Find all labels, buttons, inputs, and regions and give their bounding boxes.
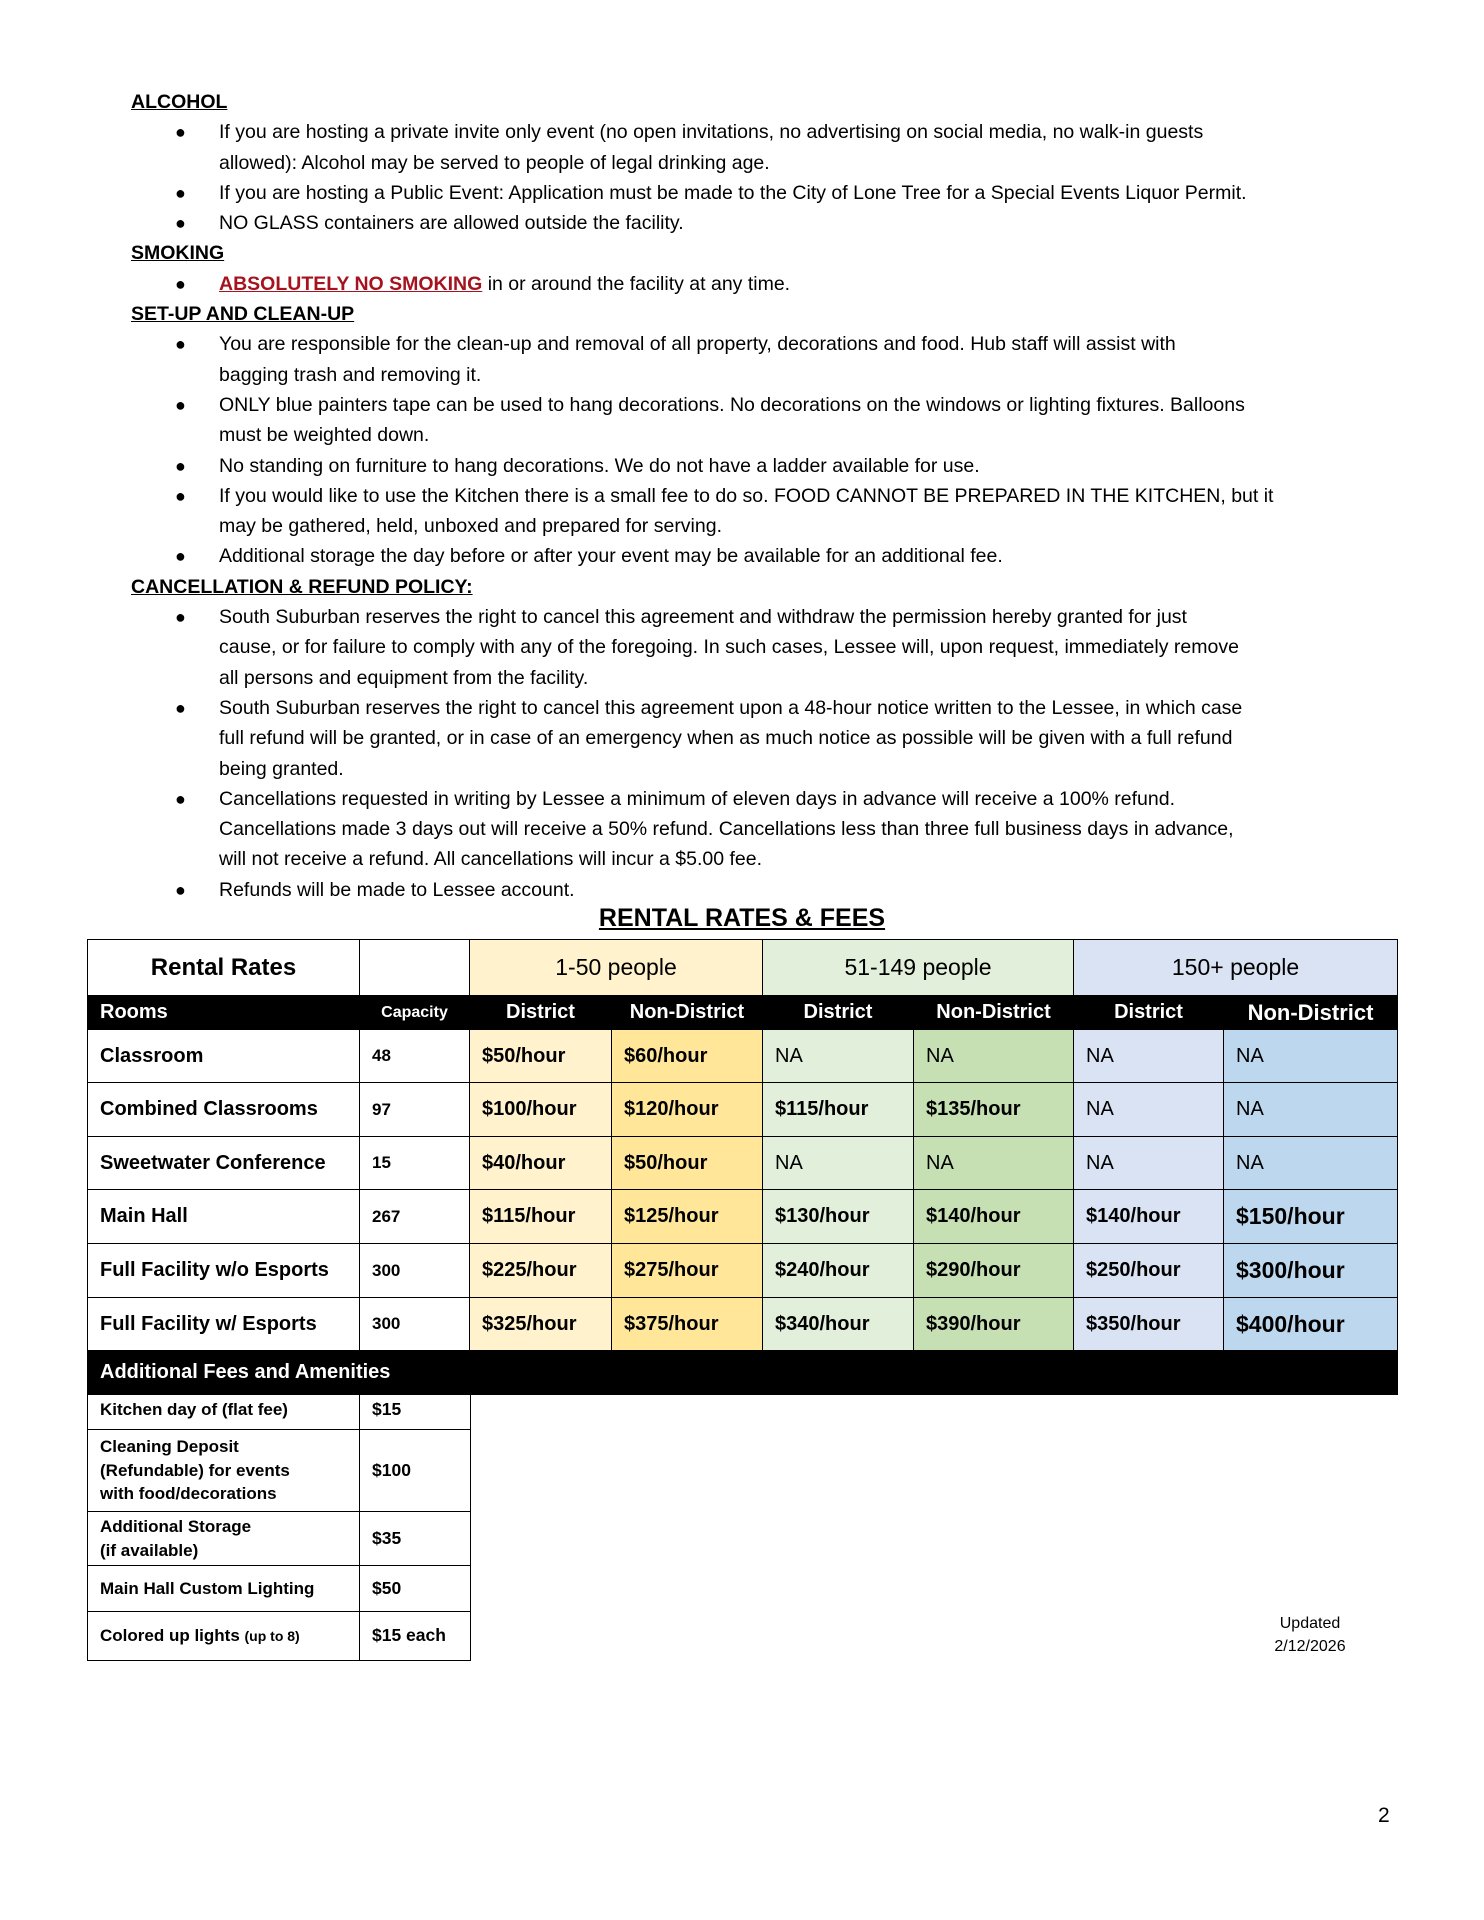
list-item-text: will not receive a refund. All cancellations will incur a $5.00 fee. [219,848,763,871]
list-item-text: Additional storage the day before or after your event may be available for an additional fee. [219,545,1003,568]
col-district: District [470,996,612,1030]
list-item-text: Cancellations requested in writing by Lessee a minimum of eleven days in advance will receive a 100% refund. [219,787,1176,810]
rate-cell: NA [914,1137,1074,1190]
smoking-list [131,269,1401,299]
rate-cell: NA [763,1030,914,1083]
rate-cell: $120/hour [612,1083,763,1137]
rate-cell: $390/hour [914,1298,1074,1351]
list-item-text: bagging trash and removing it. [219,363,482,386]
rental-rates-table [87,939,1398,1395]
policy-text [131,87,1401,905]
col-non-district: Non-District [914,996,1074,1030]
list-item [131,784,1401,875]
room-name: Full Facility w/ Esports [88,1298,360,1351]
bullet-icon: ● [175,485,186,506]
rates-title: RENTAL RATES & FEES [598,904,886,932]
rate-cell: $50/hour [470,1030,612,1083]
fee-row [88,1512,471,1566]
list-item-text: cause, or for failure to comply with any of the foregoing. In such cases, Lessee will, upon request, immediately remove [219,636,1239,659]
rate-cell: $240/hour [763,1244,914,1298]
bullet-icon: ● [175,122,186,143]
fee-row [88,1430,471,1512]
list-item-text: all persons and equipment from the facility. [219,666,589,689]
bullet-icon: ● [175,273,186,294]
room-capacity: 15 [360,1137,470,1190]
list-item [131,269,1401,299]
fee-label-line: with food/decorations [100,1484,277,1504]
room-capacity: 97 [360,1083,470,1137]
col-capacity: Capacity [360,996,470,1030]
list-item [131,208,1401,238]
rate-cell: $60/hour [612,1030,763,1083]
list-item-text: You are responsible for the clean-up and removal of all property, decorations and food. Hub staff will assist with [219,333,1176,356]
room-name: Sweetwater Conference [88,1137,360,1190]
table-row [88,1030,1398,1083]
rate-cell: NA [1224,1137,1398,1190]
list-item [131,451,1401,481]
rate-cell: $400/hour [1224,1298,1398,1351]
table-row [88,1244,1398,1298]
room-name: Combined Classrooms [88,1083,360,1137]
section-title-cancellation: CANCELLATION & REFUND POLICY: [131,575,473,598]
room-capacity: 48 [360,1030,470,1083]
cancellation-list [131,602,1401,905]
table-row [88,1298,1398,1351]
rate-cell: NA [1224,1083,1398,1137]
table-row [88,1137,1398,1190]
rate-cell: NA [763,1137,914,1190]
col-non-district: Non-District [1224,996,1398,1030]
table-row [88,1083,1398,1137]
list-item [131,390,1401,451]
list-item-text: If you are hosting a private invite only event (no open invitations, no advertising on social media, no walk-in guests [219,121,1204,144]
section-title-setup: SET-UP AND CLEAN-UP [131,303,355,326]
rate-cell: $300/hour [1224,1244,1398,1298]
fee-label-line: Colored up lights [100,1625,245,1645]
fee-label [88,1430,360,1512]
section-title-alcohol: ALCOHOL [131,91,228,113]
fee-label-line: Main Hall Custom Lighting [100,1578,315,1598]
group-1-50: 1-50 people [470,940,763,996]
fee-label [88,1612,360,1661]
fee-label [88,1512,360,1566]
rate-cell: $275/hour [612,1244,763,1298]
fee-amount: $50 [360,1566,471,1612]
list-item [131,602,1401,693]
fees-header-row [88,1351,1398,1395]
rate-cell: $325/hour [470,1298,612,1351]
rate-cell: $125/hour [612,1190,763,1244]
page-number: 2 [1378,1804,1390,1827]
list-item-text: If you would like to use the Kitchen there is a small fee to do so. FOOD CANNOT BE PREPARED IN THE KITCHEN, but it [219,484,1274,507]
fee-amount: $15 each [360,1612,471,1661]
bullet-icon: ● [175,697,186,718]
fee-label-note: (up to 8) [244,1627,300,1644]
bullet-icon: ● [175,607,186,628]
fee-label [88,1391,360,1430]
rate-cell: $115/hour [470,1190,612,1244]
list-item-text: Refunds will be made to Lessee account. [219,878,575,901]
fee-label-line: (if available) [100,1540,199,1560]
room-capacity: 300 [360,1244,470,1298]
list-item [131,693,1401,784]
list-item [131,329,1401,390]
updated-note [1250,1612,1370,1658]
list-item [131,481,1401,542]
fee-label-line: (Refundable) for events [100,1460,290,1480]
list-item-text: ONLY blue painters tape can be used to hang decorations. No decorations on the windows or lighting fixtures. Balloons [219,393,1245,416]
no-smoking-warning: ABSOLUTELY NO SMOKING [219,272,483,295]
fee-row [88,1566,471,1612]
rate-cell: $350/hour [1074,1298,1224,1351]
bullet-icon: ● [175,788,186,809]
list-item-text: South Suburban reserves the right to cancel this agreement upon a 48-hour notice written to the Lessee, in which case [219,696,1243,719]
bullet-icon: ● [175,455,186,476]
rate-cell: NA [1224,1030,1398,1083]
list-item-text: must be weighted down. [219,424,430,447]
rate-cell: NA [1074,1030,1224,1083]
additional-fees-table [87,1390,471,1661]
table-row [88,1190,1398,1244]
fee-label [88,1566,360,1612]
group-150-plus: 150+ people [1074,940,1398,996]
rate-cell: $250/hour [1074,1244,1224,1298]
rate-cell: $375/hour [612,1298,763,1351]
fee-amount: $35 [360,1512,471,1566]
list-item [131,541,1401,571]
bullet-icon: ● [175,879,186,900]
no-smoking-text: in or around the facility at any time. [482,272,791,295]
rate-cell: $115/hour [763,1083,914,1137]
room-capacity: 300 [360,1298,470,1351]
list-item-text: If you are hosting a Public Event: Application must be made to the City of Lone Tree for a Special Events Liquor Permit. [219,181,1247,204]
list-item-text: allowed): Alcohol may be served to people of legal drinking age. [219,151,770,174]
list-item-text: NO GLASS containers are allowed outside the facility. [219,212,684,235]
rate-cell: $140/hour [1074,1190,1224,1244]
col-non-district: Non-District [612,996,763,1030]
fee-label-line: Cleaning Deposit [100,1437,239,1457]
rate-cell: $340/hour [763,1298,914,1351]
bullet-icon: ● [175,394,186,415]
rate-cell: NA [1074,1083,1224,1137]
list-item-text [219,269,1401,299]
list-item-text: No standing on furniture to hang decorations. We do not have a ladder available for use. [219,454,980,477]
section-title-smoking: SMOKING [131,242,225,265]
fee-amount: $15 [360,1391,471,1430]
rental-rates-label: Rental Rates [88,940,360,996]
updated-date: 2/12/2026 [1274,1638,1346,1655]
fee-row [88,1391,471,1430]
group-51-149: 51-149 people [763,940,1074,996]
room-name: Full Facility w/o Esports [88,1244,360,1298]
rate-cell: NA [1074,1137,1224,1190]
updated-label: Updated [1279,1615,1341,1632]
fee-label-line: Kitchen day of (flat fee) [100,1400,288,1420]
setup-list [131,329,1401,571]
rate-cell: $225/hour [470,1244,612,1298]
list-item [131,178,1401,208]
list-item-text: may be gathered, held, unboxed and prepared for serving. [219,515,723,538]
alcohol-list [131,117,1401,238]
list-item-text: South Suburban reserves the right to cancel this agreement and withdraw the permission hereby granted for just [219,606,1187,629]
fee-amount: $100 [360,1430,471,1512]
fees-header: Additional Fees and Amenities [88,1351,1398,1395]
list-item-text: full refund will be granted, or in case of an emergency when as much notice as possible will be given with a full refund [219,727,1233,750]
list-item [131,117,1401,178]
bullet-icon: ● [175,213,186,234]
list-item-text: Cancellations made 3 days out will receive a 50% refund. Cancellations less than three full business days in advance, [219,818,1234,841]
fee-row [88,1612,471,1661]
list-item [131,875,1401,905]
rate-cell: $135/hour [914,1083,1074,1137]
rate-cell: $130/hour [763,1190,914,1244]
rate-cell: NA [914,1030,1074,1083]
rate-cell: $290/hour [914,1244,1074,1298]
bullet-icon: ● [175,182,186,203]
col-rooms: Rooms [88,996,360,1030]
group-header-row [88,940,1398,996]
list-item-text: being granted. [219,757,344,780]
rate-cell: $40/hour [470,1137,612,1190]
empty-header-cell [360,940,470,996]
fee-label-line: Additional Storage [100,1517,252,1536]
col-district: District [763,996,914,1030]
room-name: Main Hall [88,1190,360,1244]
bullet-icon: ● [175,334,186,355]
column-header-row [88,996,1398,1030]
rate-cell: $140/hour [914,1190,1074,1244]
rate-cell: $100/hour [470,1083,612,1137]
col-district: District [1074,996,1224,1030]
rate-cell: $50/hour [612,1137,763,1190]
rate-cell: $150/hour [1224,1190,1398,1244]
room-capacity: 267 [360,1190,470,1244]
room-name: Classroom [88,1030,360,1083]
bullet-icon: ● [175,546,186,567]
